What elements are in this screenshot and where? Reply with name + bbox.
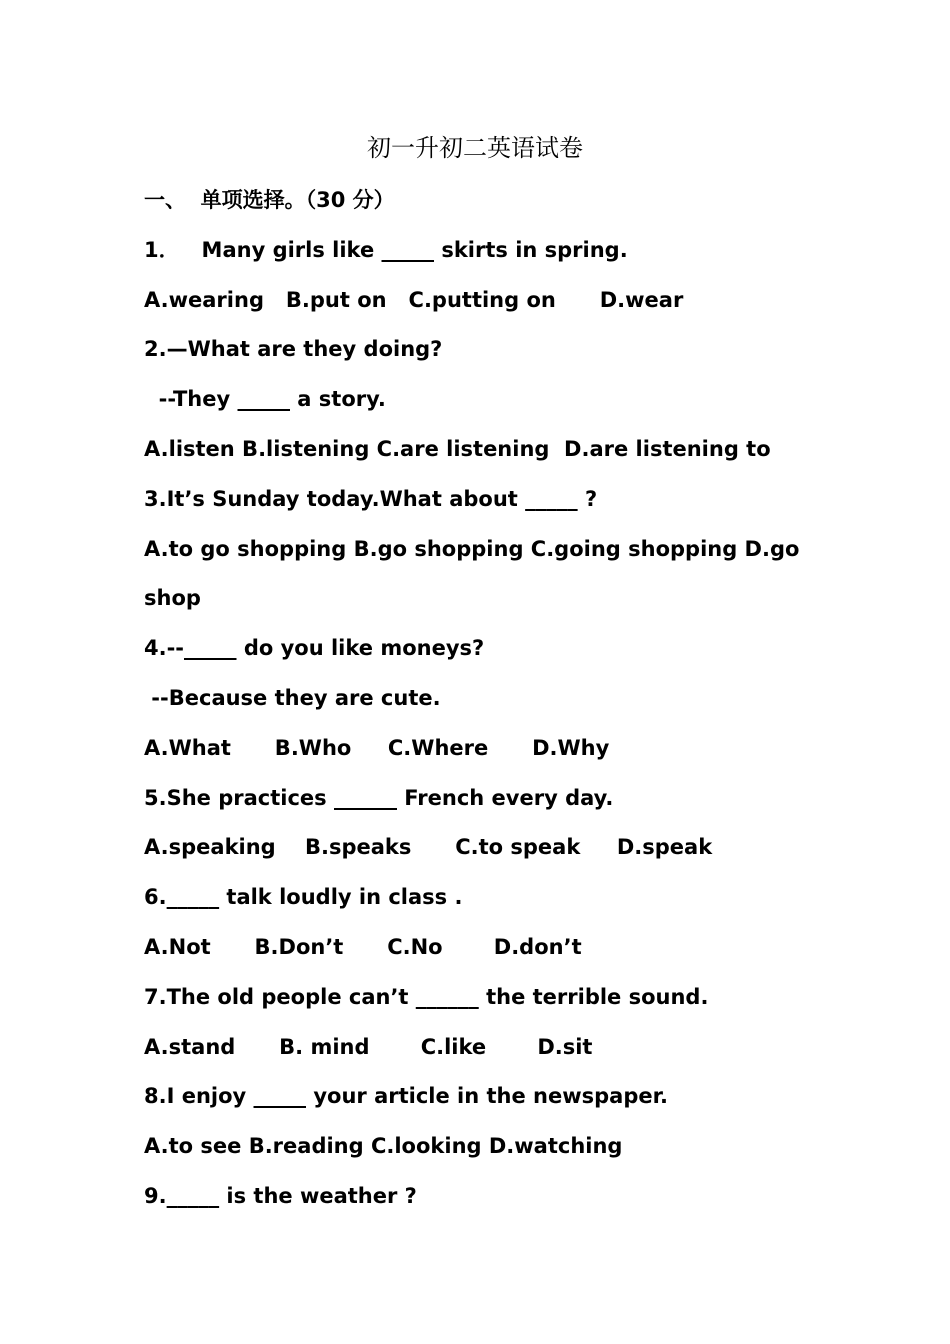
question-8-options: A.to see B.reading C.looking D.watching: [144, 1134, 623, 1159]
question-1-options: A.wearing B.put on C.putting on D.wear: [144, 287, 684, 312]
section-heading: 一、 单项选择。（30 分）: [144, 188, 395, 212]
question-2-options: A.listen B.listening C.are listening D.are listening to: [144, 436, 771, 461]
question-5-options: A.speaking B.speaks C.to speak D.speak: [144, 835, 713, 860]
exam-title: 初一升初二英语试卷: [367, 134, 583, 162]
question-8: 8.I enjoy _____ your article in the newspaper.: [144, 1084, 668, 1109]
question-4-options: A.What B.Who C.Where D.Why: [144, 735, 610, 760]
question-3: 3.It’s Sunday today.What about _____ ?: [144, 486, 598, 511]
question-7-options: A.stand B. mind C.like D.sit: [144, 1034, 593, 1059]
question-7: 7.The old people can’t ______ the terrible sound.: [144, 984, 709, 1009]
question-4-response: --Because they are cute.: [144, 685, 441, 710]
question-3-options-continued: shop: [144, 586, 201, 611]
exam-content: [144, 180, 804, 1226]
question-6: 6._____ talk loudly in class .: [144, 885, 463, 910]
question-5: 5.She practices ______ French every day.: [144, 785, 614, 810]
question-1: 1． Many girls like _____ skirts in spring.: [144, 237, 628, 262]
question-6-options: A.Not B.Don’t C.No D.don’t: [144, 934, 582, 959]
question-2: 2.—What are they doing?: [144, 337, 443, 362]
question-9: 9._____ is the weather ?: [144, 1183, 417, 1208]
question-4: 4.--_____ do you like moneys?: [144, 636, 485, 661]
question-3-options: A.to go shopping B.go shopping C.going shopping D.go: [144, 536, 800, 561]
question-2-response: --They _____ a story.: [144, 387, 386, 412]
